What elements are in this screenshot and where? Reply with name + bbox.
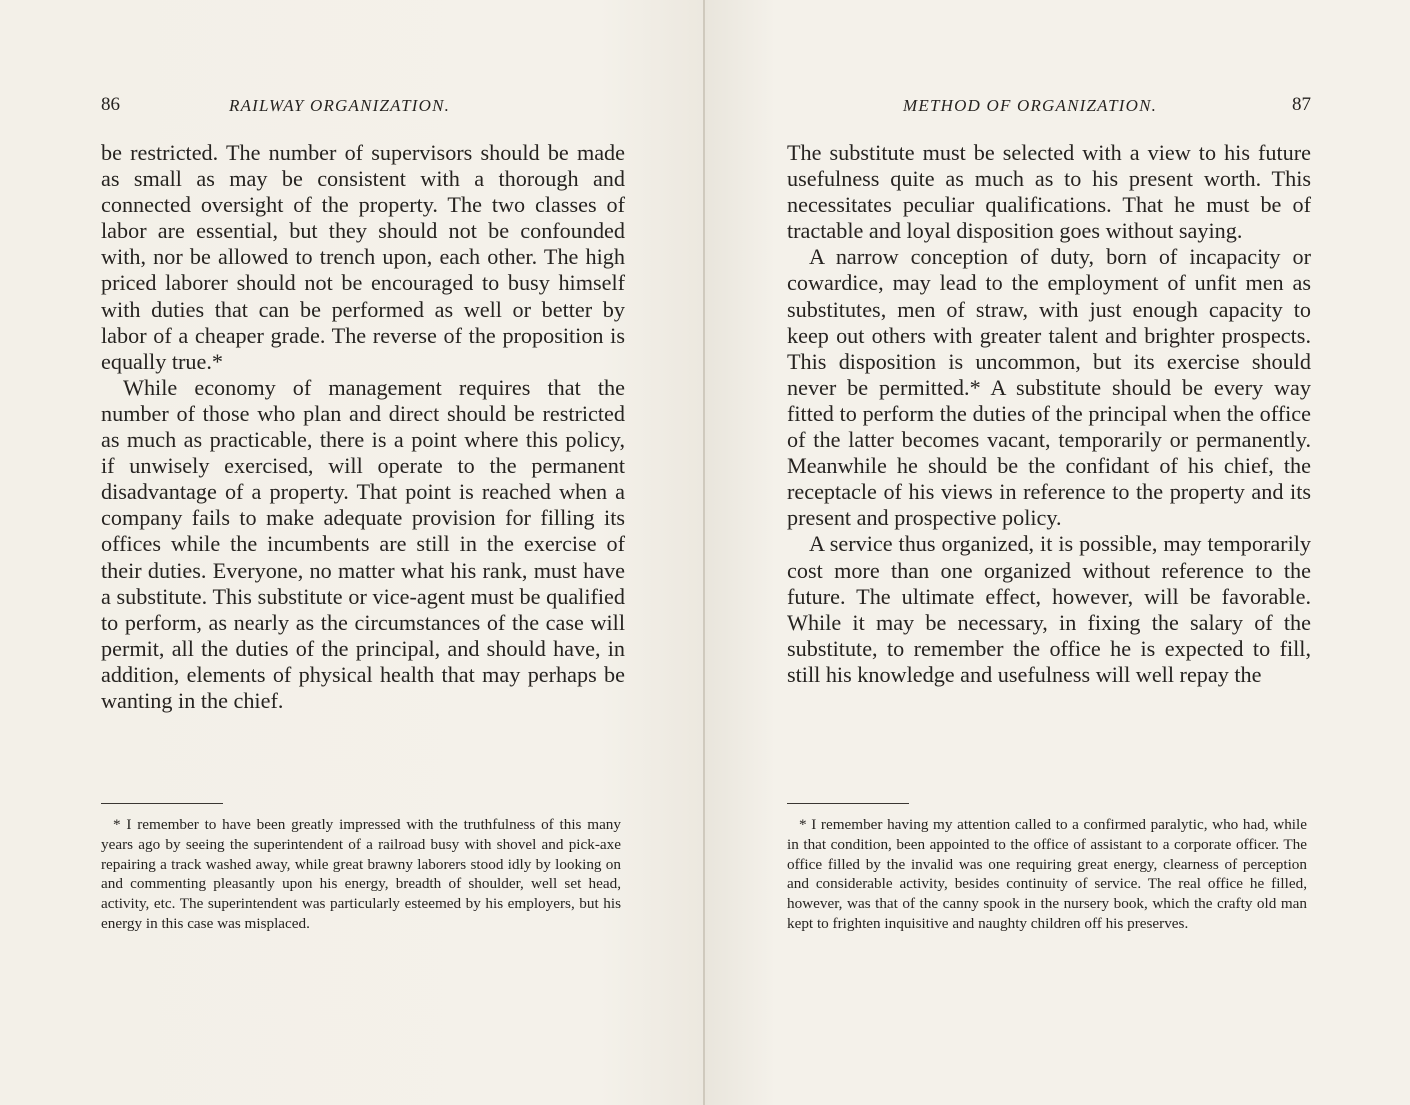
left-page-number: 86 [101, 94, 120, 115]
right-page [705, 0, 1410, 1105]
right-footnote [787, 815, 1307, 934]
right-page-number: 87 [1292, 94, 1311, 115]
left-footnote-rule [101, 803, 223, 804]
left-running-title: RAILWAY ORGANIZATION. [229, 96, 451, 115]
left-paragraph-1: be restricted. The number of supervisors should be made as small as may be consistent with a thorough and connected oversight of the property. The two classes of labor are essential, but they should not be confounded with, nor be allowed to trench upon, each other. The high priced laborer should not be encouraged to busy himself with duties that can be performed as well or better by labor of a cheaper grade. The reverse of the proposition is equally true.* [101, 140, 625, 374]
left-body-text [101, 140, 625, 714]
left-page-header [101, 94, 625, 120]
right-page-header [787, 94, 1311, 120]
right-running-title: METHOD OF ORGANIZATION. [903, 96, 1158, 115]
left-footnote [101, 815, 621, 934]
left-paragraph-2: While economy of management requires that the number of those who plan and direct should be restricted as much as practicable, there is a point where this policy, if unwisely exercised, will operate to the permanent disadvantage of a property. That point is reached when a company fails to make adequate provision for filling its offices while the incumbents are still in the exercise of their duties. Everyone, no matter what his rank, must have a substitute. This substitute or vice-agent must be qualified to perform, as nearly as the circumstances of the case will permit, all the duties of the principal, and should have, in addition, elements of physical health that may perhaps be wanting in the chief. [101, 374, 625, 713]
right-body-text [787, 140, 1311, 688]
left-footnote-text: * I remember to have been greatly impressed with the truthfulness of this many years ago by seeing the superintendent of a railroad busy with shovel and pick-axe repairing a track washed away, while great brawny laborers stood idly by looking on and commenting pleasantly upon his energy, breadth of shoulder, well set head, activity, etc. The superintendent was particularly esteemed by his employers, but his energy in this case was misplaced. [101, 816, 621, 932]
right-paragraph-1: The substitute must be selected with a view to his future usefulness quite as much as to his present worth. This necessitates peculiar qualifications. That he must be of tractable and loyal disposition goes without saying. [787, 140, 1311, 244]
right-paragraph-2: A narrow conception of duty, born of incapacity or cowardice, may lead to the employment of unfit men as substitutes, men of straw, with just enough capacity to keep out others with greater talent and brighter prospects. This disposition is uncommon, but its exercise should never be permitted.* A substitute should be every way fitted to perform the duties of the principal when the office of the latter becomes vacant, temporarily or permanently. Meanwhile he should be the confidant of his chief, the receptacle of his views in reference to the property and its present and prospective policy. [787, 244, 1311, 531]
right-footnote-rule [787, 803, 909, 804]
right-footnote-text: * I remember having my attention called to a confirmed paralytic, who had, while in that condition, been appointed to the office of assistant to a corporate officer. The office filled by the invalid was one requiring great energy, clearness of perception and considerable activity, besides continuity of service. The real office he filled, however, was that of the canny spook in the nursery book, which the crafty old man kept to frighten inquisitive and naughty children off his preserves. [787, 816, 1307, 932]
right-paragraph-3: A service thus organized, it is possible, may temporarily cost more than one organized without reference to the future. The ultimate effect, however, will be favorable. While it may be necessary, in fixing the salary of the substitute, to remember the office he is expected to fill, still his knowledge and usefulness will well repay the [787, 531, 1311, 687]
